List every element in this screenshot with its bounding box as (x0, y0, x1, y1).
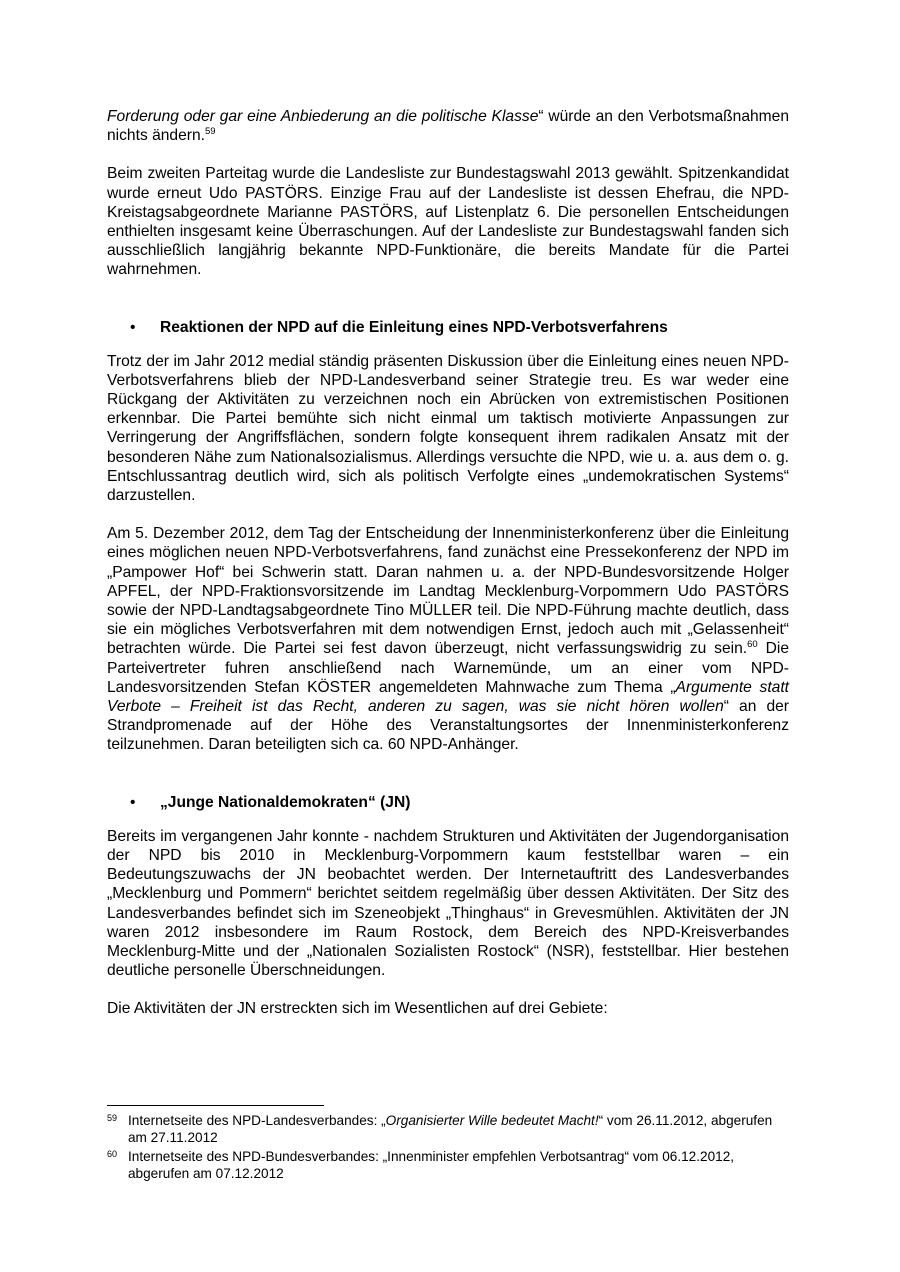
section-heading: • „Junge Nationaldemokraten“ (JN) (130, 793, 411, 811)
paragraph: Am 5. Dezember 2012, dem Tag der Entscheidung der Innenministerkonferenz über die Einleitung eines möglichen neuen NPD-Verbotsverfahrens, fand zunächst eine Pressekonferenz der NPD im „Pampower Hof“ bei Schwerin statt. Daran nahmen u. a. der NPD-Bundesvorsitzende Holger APFEL, der NPD-Fraktionsvorsitzende im Landtag Mecklenburg-Vorpommern Udo PASTÖRS sowie der NPD-Landtagsabgeordnete Tino MÜLLER teil. Die NPD-Führung machte deutlich, dass sie ein mögliches Verbotsverfahren mit dem notwendigen Ernst, jedoch auch mit „Gelassenheit“ betrachten würde. Die Partei sei fest davon überzeugt, nicht verfassungswidrig zu sein.$^{60}$ Die Parteivertreter fuhren anschließend nach Warnemünde, um an einer vom NPD-Landesvorsitzenden Stefan KÖSTER angemeldeten Mahnwache zum Thema „Argumente statt Verbote – Freiheit ist das Recht, anderen zu sagen, was sie nicht hören wollen“ an der Strandpromenade auf der Höhe des Veranstaltungsortes der Innenministerkonferenz teilzunehmen. Daran beteiligten sich ca. 60 NPD-Anhänger. (107, 525, 790, 754)
italic-quote: Forderung oder gar eine Anbiederung an die politische Klasse (107, 108, 539, 125)
paragraph: Trotz der im Jahr 2012 medial ständig präsenten Diskussion über die Einleitung eines neuen NPD-Verbotsverfahrens blieb der NPD-Landesverband seiner Strategie treu. Es war weder eine Rückgang der Aktivitäten zu verzeichnen noch ein Abrücken von extremistischen Positionen erkennbar. Die Partei bemühte sich nicht einmal um taktisch motivierte Anpassungen zur Verringerung der Angriffsflächen, sondern folgte konsequent ihrem radikalen Ansatz mit der besonderen Nähe zum Nationalsozialismus. Allerdings versuchte die NPD, wie u. a. aus dem o. g. Entschlussantrag deutlich wird, sich als politisch Verfolgte eines „undemokratischen Systems“ darzustellen. (107, 352, 789, 505)
body-text (107, 107, 789, 1019)
footnote: 60 Internetseite des NPD-Bundesverbandes: „Innenminister empfehlen Verbotsantrag“ vom 06.12.2012, abgerufen am 07.12.2012 (107, 1148, 789, 1182)
bullet-icon: • (130, 318, 136, 336)
footnote-ref[interactable]: 60 (747, 639, 758, 651)
footnote-ref[interactable]: 59 (204, 126, 216, 138)
footnote-number: 59 (107, 1113, 118, 1123)
paragraph: Beim zweiten Parteitag wurde die Landesliste zur Bundestagswahl 2013 gewählt. Spitzenkandidat wurde erneut Udo PASTÖRS. Einzige Frau auf der Landesliste ist dessen Ehefrau, die NPD-Kreistagsabgeordnete Marianne PASTÖRS, auf Listenplatz 6. Die personellen Entscheidungen enthielten insgesamt keine Überraschungen. Auf der Landesliste zur Bundestagswahl fanden sich ausschließlich langjährig bekannte NPD-Funktionäre, die bereits Mandate für die Partei wahrnehmen. (107, 165, 789, 279)
section-heading: • Reaktionen der NPD auf die Einleitung eines NPD-Verbotsverfahrens (130, 318, 668, 336)
paragraph: Die Aktivitäten der JN erstreckten sich im Wesentlichen auf drei Gebiete: (107, 1000, 608, 1018)
paragraph: Bereits im vergangenen Jahr konnte - nachdem Strukturen und Aktivitäten der Jugendorganisation der NPD bis 2010 in Mecklenburg-Vorpommern kaum feststellbar waren – ein Bedeutungszuwachs der JN beobachtet werden. Der Internetauftritt des Landesverbandes „Mecklenburg und Pommern“ berichtet seitdem regelmäßig über dessen Aktivitäten. Der Sitz des Landesverbandes befindet sich im Szeneobjekt „Thinghaus“ in Grevesmühlen. Aktivitäten der JN waren 2012 insbesondere im Raum Rostock, dem Bereich des NPD-Kreisverbandes Mecklenburg-Mitte und der „Nationalen Sozialisten Rostock“ (NSR), feststellbar. Hier bestehen deutliche personelle Überschneidungen. (107, 827, 789, 980)
footnote-divider (107, 1105, 324, 1106)
footnote: 59 Internetseite des NPD-Landesverbandes: „Organisierter Wille bedeutet Macht!“ vom 26.11.2012, abgerufen am 27.11.2012 (107, 1112, 789, 1146)
paragraph: Forderung oder gar eine Anbiederung an die politische Klasse“ würde an den Verbotsmaßnahmen nichts ändern.$^{59}$ (107, 108, 790, 145)
italic-quote: Argumente statt Verbote – Freiheit ist das Recht, anderen zu sagen, was sie nicht hören wollen (107, 678, 789, 716)
footnote-number: 60 (107, 1149, 118, 1159)
bullet-icon: • (130, 793, 136, 811)
footnotes (107, 1105, 789, 1184)
